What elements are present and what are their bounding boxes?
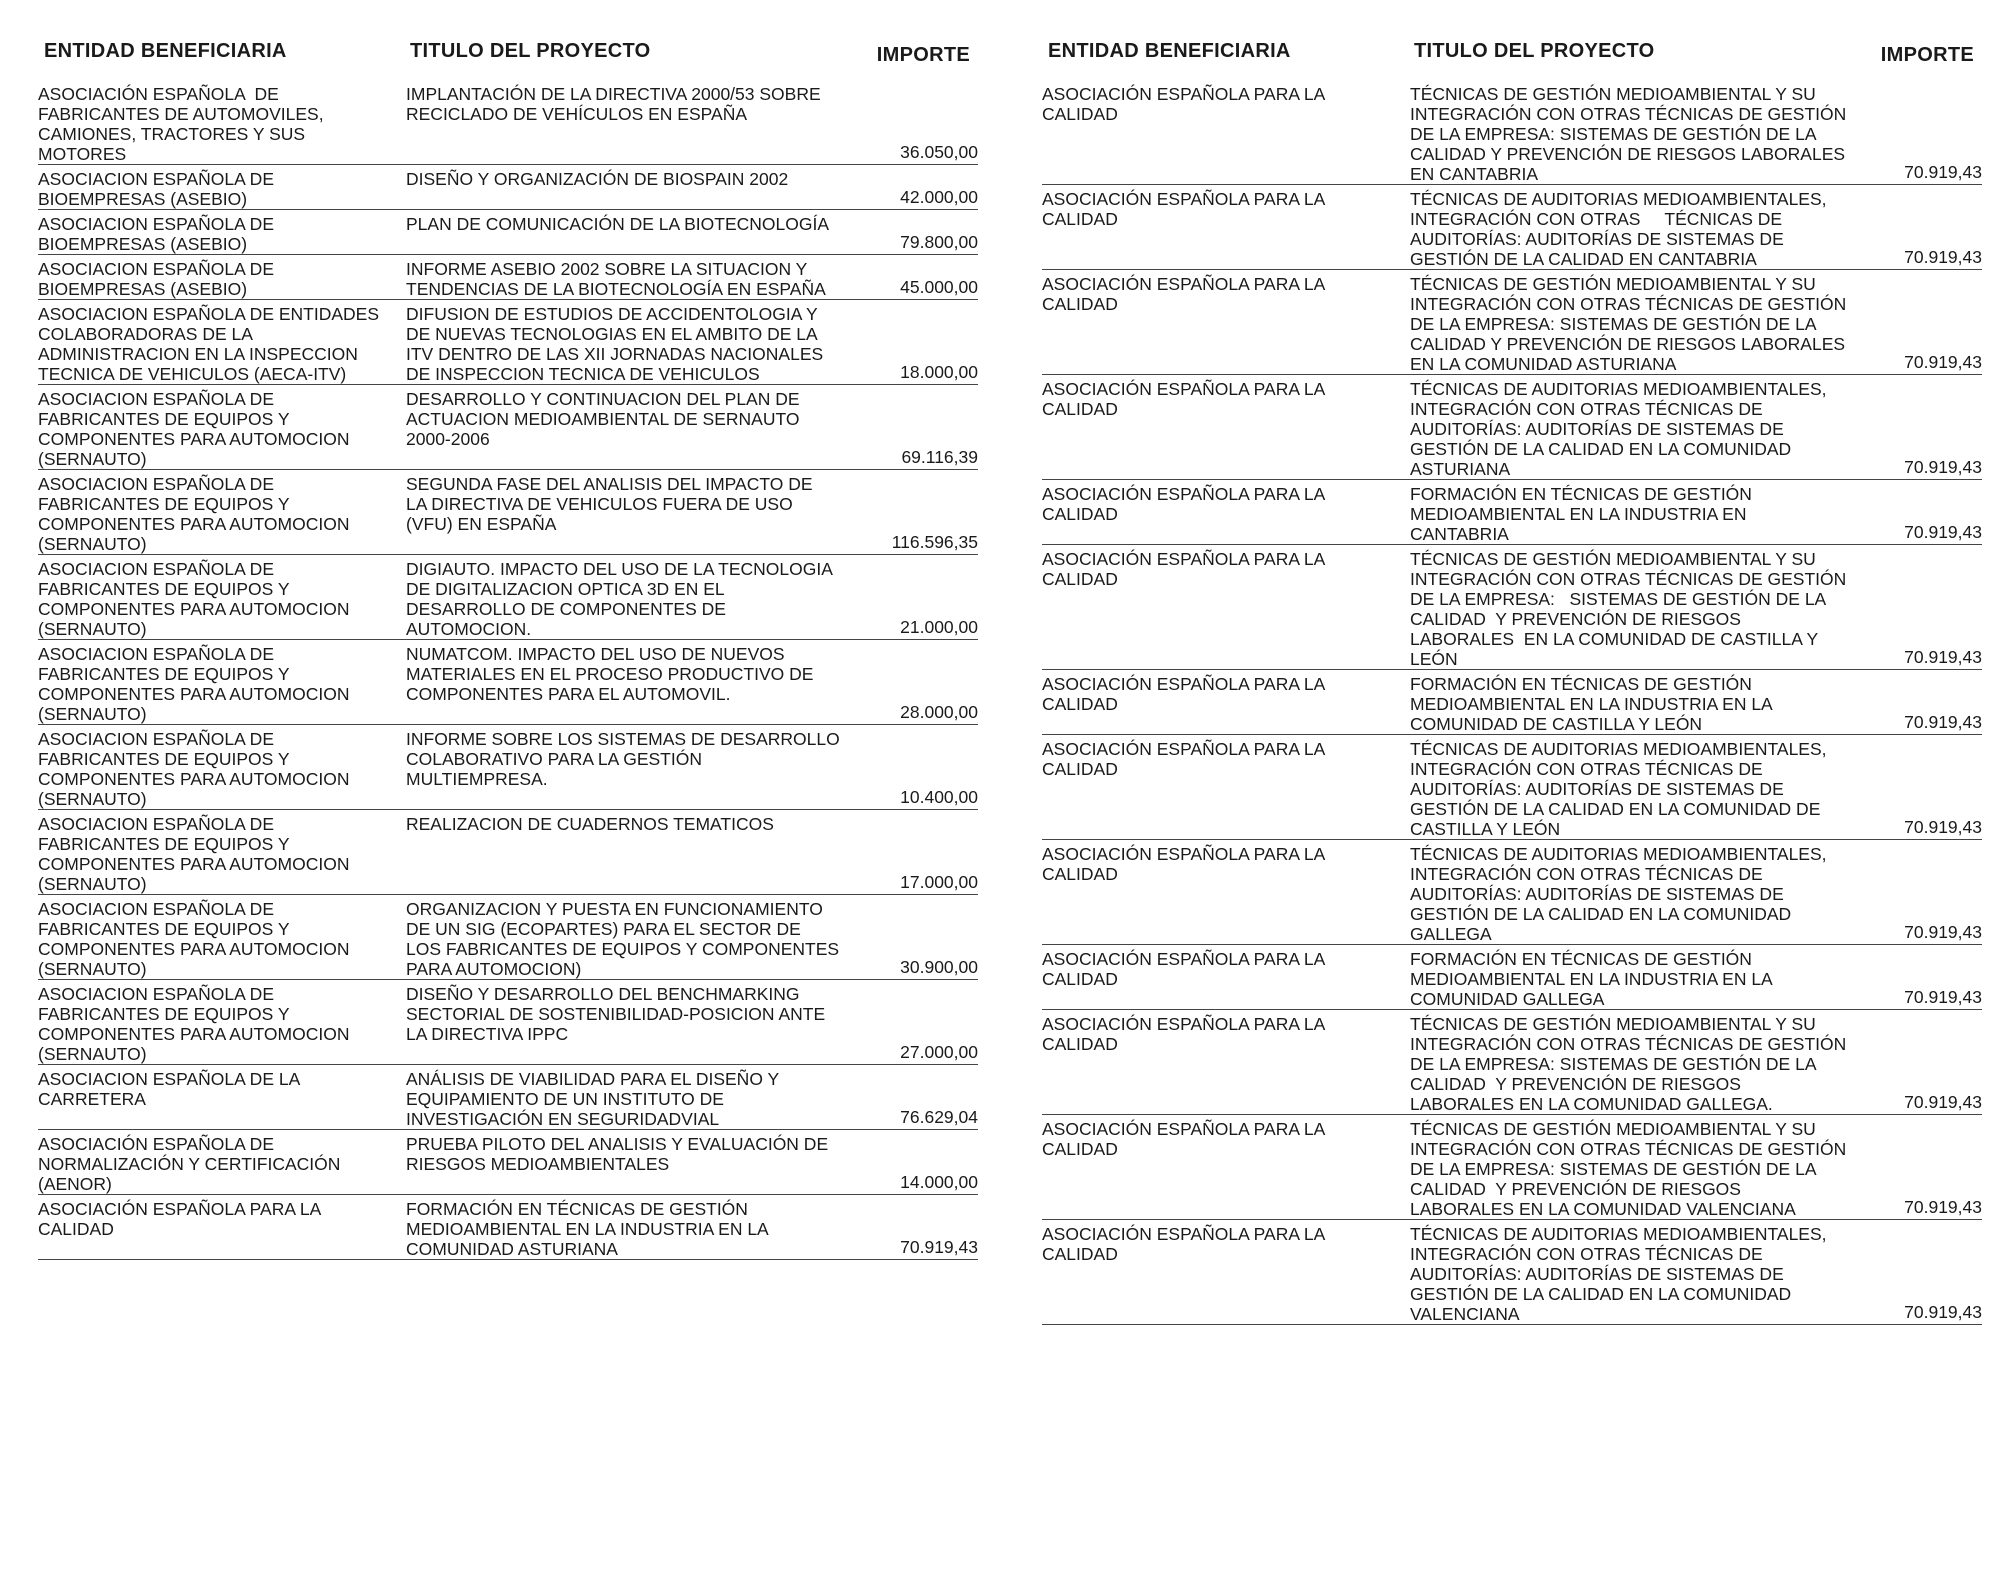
header-title: TITULO DEL PROYECTO [410,40,651,62]
title-cell: TÉCNICAS DE GESTIÓN MEDIOAMBIENTAL Y SU INTEGRACIÓN CON OTRAS TÉCNICAS DE GESTIÓN DE LA EMPRESA: SISTEMAS DE GESTIÓN DE LA CALIDAD Y PREVENCIÓN DE RIESGOS LABORALES EN LA COMUNIDAD VALENCIANA [1410,1119,1847,1219]
table-row [1042,480,1982,545]
table-row [38,255,978,300]
entity-cell: ASOCIACION ESPAÑOLA DE BIOEMPRESAS (ASEBIO) [38,214,274,254]
table-row [1042,185,1982,270]
entity-cell: ASOCIACIÓN ESPAÑOLA PARA LA CALIDAD [1042,84,1326,124]
table-row [38,640,978,725]
entity-cell: ASOCIACIÓN ESPAÑOLA PARA LA CALIDAD [1042,739,1326,779]
entity-cell: ASOCIACIÓN ESPAÑOLA PARA LA CALIDAD [1042,1014,1326,1054]
header-amount: IMPORTE [1880,44,1974,66]
left-column [38,28,978,1260]
entity-cell: ASOCIACION ESPAÑOLA DE FABRICANTES DE EQUIPOS Y COMPONENTES PARA AUTOMOCION (SERNAUTO) [38,389,350,469]
amount-cell: 45.000,00 [900,277,978,297]
entity-cell: ASOCIACION ESPAÑOLA DE BIOEMPRESAS (ASEBIO) [38,169,274,209]
title-cell: DESARROLLO Y CONTINUACION DEL PLAN DE ACTUACION MEDIOAMBIENTAL DE SERNAUTO 2000-2006 [406,389,800,449]
table-row [1042,840,1982,945]
title-cell: SEGUNDA FASE DEL ANALISIS DEL IMPACTO DE LA DIRECTIVA DE VEHICULOS FUERA DE USO (VFU) EN ESPAÑA [406,474,813,534]
amount-cell: 76.629,04 [900,1107,978,1127]
table-row [1042,270,1982,375]
entity-cell: ASOCIACIÓN ESPAÑOLA DE FABRICANTES DE AUTOMOVILES, CAMIONES, TRACTORES Y SUS MOTORES [38,84,324,164]
amount-cell: 70.919,43 [1904,1302,1982,1322]
title-cell: FORMACIÓN EN TÉCNICAS DE GESTIÓN MEDIOAMBIENTAL EN LA INDUSTRIA EN CANTABRIA [1410,484,1752,544]
title-cell: TÉCNICAS DE GESTIÓN MEDIOAMBIENTAL Y SU INTEGRACIÓN CON OTRAS TÉCNICAS DE GESTIÓN DE LA EMPRESA: SISTEMAS DE GESTIÓN DE LA CALIDAD Y PREVENCIÓN DE RIESGOS LABORALES EN CANTABRIA [1410,84,1847,184]
amount-cell: 70.919,43 [1904,457,1982,477]
title-cell: PRUEBA PILOTO DEL ANALISIS Y EVALUACIÓN DE RIESGOS MEDIOAMBIENTALES [406,1134,829,1174]
amount-cell: 42.000,00 [900,187,978,207]
table-row [38,385,978,470]
amount-cell: 28.000,00 [900,702,978,722]
header-title: TITULO DEL PROYECTO [1414,40,1655,62]
amount-cell: 70.919,43 [1904,1092,1982,1112]
table-row [38,1195,978,1260]
title-cell: TÉCNICAS DE AUDITORIAS MEDIOAMBIENTALES, INTEGRACIÓN CON OTRAS TÉCNICAS DE AUDITORÍAS: AUDITORÍAS DE SISTEMAS DE GESTIÓN DE LA CALIDAD EN LA COMUNIDAD GALLEGA [1410,844,1827,944]
header-entity: ENTIDAD BENEFICIARIA [44,40,287,62]
table-row [1042,1115,1982,1220]
title-cell: TÉCNICAS DE GESTIÓN MEDIOAMBIENTAL Y SU INTEGRACIÓN CON OTRAS TÉCNICAS DE GESTIÓN DE LA EMPRESA: SISTEMAS DE GESTIÓN DE LA CALIDAD Y PREVENCIÓN DE RIESGOS LABORALES EN LA COMUNIDAD DE CASTILLA Y LEÓN [1410,549,1847,669]
title-cell: INFORME SOBRE LOS SISTEMAS DE DESARROLLO COLABORATIVO PARA LA GESTIÓN MULTIEMPRESA. [406,729,840,789]
entity-cell: ASOCIACIÓN ESPAÑOLA PARA LA CALIDAD [1042,1119,1326,1159]
title-cell: DISEÑO Y DESARROLLO DEL BENCHMARKING SECTORIAL DE SOSTENIBILIDAD-POSICION ANTE LA DIRECTIVA IPPC [406,984,826,1044]
title-cell: DIFUSION DE ESTUDIOS DE ACCIDENTOLOGIA Y DE NUEVAS TECNOLOGIAS EN EL AMBITO DE LA ITV DENTRO DE LAS XII JORNADAS NACIONALES DE INSPECCION TECNICA DE VEHICULOS [406,304,824,384]
amount-cell: 70.919,43 [1904,247,1982,267]
table-row [1042,735,1982,840]
left-header-row [38,28,978,80]
entity-cell: ASOCIACIÓN ESPAÑOLA PARA LA CALIDAD [1042,1224,1326,1264]
title-cell: TÉCNICAS DE AUDITORIAS MEDIOAMBIENTALES, INTEGRACIÓN CON OTRAS TÉCNICAS DE AUDITORÍAS: AUDITORÍAS DE SISTEMAS DE GESTIÓN DE LA CALIDAD EN LA COMUNIDAD DE CASTILLA Y LEÓN [1410,739,1827,839]
entity-cell: ASOCIACION ESPAÑOLA DE FABRICANTES DE EQUIPOS Y COMPONENTES PARA AUTOMOCION (SERNAUTO) [38,899,350,979]
amount-cell: 21.000,00 [900,617,978,637]
amount-cell: 27.000,00 [900,1042,978,1062]
entity-cell: ASOCIACION ESPAÑOLA DE FABRICANTES DE EQUIPOS Y COMPONENTES PARA AUTOMOCION (SERNAUTO) [38,644,350,724]
table-row [38,555,978,640]
table-row [38,1130,978,1195]
table-row [1042,670,1982,735]
entity-cell: ASOCIACIÓN ESPAÑOLA PARA LA CALIDAD [1042,549,1326,589]
header-entity: ENTIDAD BENEFICIARIA [1048,40,1291,62]
entity-cell: ASOCIACIÓN ESPAÑOLA PARA LA CALIDAD [1042,674,1326,714]
title-cell: DIGIAUTO. IMPACTO DEL USO DE LA TECNOLOGIA DE DIGITALIZACION OPTICA 3D EN EL DESARROLLO DE COMPONENTES DE AUTOMOCION. [406,559,833,639]
entity-cell: ASOCIACION ESPAÑOLA DE FABRICANTES DE EQUIPOS Y COMPONENTES PARA AUTOMOCION (SERNAUTO) [38,729,350,809]
amount-cell: 70.919,43 [1904,522,1982,542]
amount-cell: 70.919,43 [1904,647,1982,667]
table-row [38,895,978,980]
entity-cell: ASOCIACION ESPAÑOLA DE FABRICANTES DE EQUIPOS Y COMPONENTES PARA AUTOMOCION (SERNAUTO) [38,984,350,1064]
title-cell: DISEÑO Y ORGANIZACIÓN DE BIOSPAIN 2002 [406,169,789,189]
table-row [1042,1220,1982,1325]
table-row [38,210,978,255]
title-cell: TÉCNICAS DE AUDITORIAS MEDIOAMBIENTALES, INTEGRACIÓN CON OTRAS TÉCNICAS DE AUDITORÍAS: AUDITORÍAS DE SISTEMAS DE GESTIÓN DE LA CALIDAD EN CANTABRIA [1410,189,1827,269]
entity-cell: ASOCIACION ESPAÑOLA DE BIOEMPRESAS (ASEBIO) [38,259,274,299]
title-cell: PLAN DE COMUNICACIÓN DE LA BIOTECNOLOGÍA [406,214,829,234]
entity-cell: ASOCIACION ESPAÑOLA DE FABRICANTES DE EQUIPOS Y COMPONENTES PARA AUTOMOCION (SERNAUTO) [38,474,350,554]
header-amount: IMPORTE [876,44,970,66]
amount-cell: 30.900,00 [900,957,978,977]
entity-cell: ASOCIACIÓN ESPAÑOLA PARA LA CALIDAD [1042,844,1326,884]
amount-cell: 36.050,00 [900,142,978,162]
table-row [1042,945,1982,1010]
amount-cell: 70.919,43 [1904,1197,1982,1217]
amount-cell: 70.919,43 [1904,817,1982,837]
table-row [38,300,978,385]
table-row [38,470,978,555]
table-row [38,80,978,165]
title-cell: IMPLANTACIÓN DE LA DIRECTIVA 2000/53 SOBRE RECICLADO DE VEHÍCULOS EN ESPAÑA [406,84,821,124]
title-cell: REALIZACION DE CUADERNOS TEMATICOS [406,814,774,834]
left-table-body [38,80,978,1260]
entity-cell: ASOCIACIÓN ESPAÑOLA DE NORMALIZACIÓN Y CERTIFICACIÓN (AENOR) [38,1134,341,1194]
title-cell: FORMACIÓN EN TÉCNICAS DE GESTIÓN MEDIOAMBIENTAL EN LA INDUSTRIA EN LA COMUNIDAD ASTURIANA [406,1199,769,1259]
entity-cell: ASOCIACION ESPAÑOLA DE ENTIDADES COLABORADORAS DE LA ADMINISTRACION EN LA INSPECCION TECNICA DE VEHICULOS (AECA-ITV) [38,304,380,384]
amount-cell: 70.919,43 [1904,162,1982,182]
table-row [1042,375,1982,480]
title-cell: FORMACIÓN EN TÉCNICAS DE GESTIÓN MEDIOAMBIENTAL EN LA INDUSTRIA EN LA COMUNIDAD DE CASTILLA Y LEÓN [1410,674,1773,734]
title-cell: TÉCNICAS DE GESTIÓN MEDIOAMBIENTAL Y SU INTEGRACIÓN CON OTRAS TÉCNICAS DE GESTIÓN DE LA EMPRESA: SISTEMAS DE GESTIÓN DE LA CALIDAD Y PREVENCIÓN DE RIESGOS LABORALES EN LA COMUNIDAD GALLEGA. [1410,1014,1847,1114]
table-row [1042,1010,1982,1115]
title-cell: ANÁLISIS DE VIABILIDAD PARA EL DISEÑO Y EQUIPAMIENTO DE UN INSTITUTO DE INVESTIGACIÓN EN SEGURIDADVIAL [406,1069,780,1129]
amount-cell: 79.800,00 [900,232,978,252]
entity-cell: ASOCIACIÓN ESPAÑOLA PARA LA CALIDAD [1042,484,1326,524]
entity-cell: ASOCIACION ESPAÑOLA DE FABRICANTES DE EQUIPOS Y COMPONENTES PARA AUTOMOCION (SERNAUTO) [38,814,350,894]
amount-cell: 10.400,00 [900,787,978,807]
amount-cell: 70.919,43 [1904,352,1982,372]
amount-cell: 69.116,39 [901,447,978,467]
amount-cell: 17.000,00 [900,872,978,892]
title-cell: TÉCNICAS DE AUDITORIAS MEDIOAMBIENTALES, INTEGRACIÓN CON OTRAS TÉCNICAS DE AUDITORÍAS: AUDITORÍAS DE SISTEMAS DE GESTIÓN DE LA CALIDAD EN LA COMUNIDAD VALENCIANA [1410,1224,1827,1324]
entity-cell: ASOCIACIÓN ESPAÑOLA PARA LA CALIDAD [1042,274,1326,314]
table-row [38,725,978,810]
entity-cell: ASOCIACIÓN ESPAÑOLA PARA LA CALIDAD [38,1199,322,1239]
right-table-body [1042,80,1982,1325]
entity-cell: ASOCIACIÓN ESPAÑOLA PARA LA CALIDAD [1042,189,1326,229]
title-cell: NUMATCOM. IMPACTO DEL USO DE NUEVOS MATERIALES EN EL PROCESO PRODUCTIVO DE COMPONENTES PARA EL AUTOMOVIL. [406,644,814,704]
amount-cell: 18.000,00 [900,362,978,382]
table-row [38,1065,978,1130]
amount-cell: 70.919,43 [1904,987,1982,1007]
amount-cell: 70.919,43 [1904,922,1982,942]
table-row [38,165,978,210]
table-row [38,980,978,1065]
right-header-row [1042,28,1982,80]
entity-cell: ASOCIACION ESPAÑOLA DE FABRICANTES DE EQUIPOS Y COMPONENTES PARA AUTOMOCION (SERNAUTO) [38,559,350,639]
table-row [1042,80,1982,185]
title-cell: TÉCNICAS DE AUDITORIAS MEDIOAMBIENTALES, INTEGRACIÓN CON OTRAS TÉCNICAS DE AUDITORÍAS: AUDITORÍAS DE SISTEMAS DE GESTIÓN DE LA CALIDAD EN LA COMUNIDAD ASTURIANA [1410,379,1827,479]
entity-cell: ASOCIACION ESPAÑOLA DE LA CARRETERA [38,1069,301,1109]
entity-cell: ASOCIACIÓN ESPAÑOLA PARA LA CALIDAD [1042,379,1326,419]
right-column [1042,28,1982,1325]
title-cell: INFORME ASEBIO 2002 SOBRE LA SITUACION Y TENDENCIAS DE LA BIOTECNOLOGÍA EN ESPAÑA [406,259,826,299]
amount-cell: 116.596,35 [891,532,978,552]
amount-cell: 70.919,43 [1904,712,1982,732]
title-cell: FORMACIÓN EN TÉCNICAS DE GESTIÓN MEDIOAMBIENTAL EN LA INDUSTRIA EN LA COMUNIDAD GALLEGA [1410,949,1773,1009]
amount-cell: 14.000,00 [900,1172,978,1192]
amount-cell: 70.919,43 [900,1237,978,1257]
title-cell: ORGANIZACION Y PUESTA EN FUNCIONAMIENTO DE UN SIG (ECOPARTES) PARA EL SECTOR DE LOS FABRICANTES DE EQUIPOS Y COMPONENTES PARA AUTOMOCION) [406,899,840,979]
entity-cell: ASOCIACIÓN ESPAÑOLA PARA LA CALIDAD [1042,949,1326,989]
table-row [1042,545,1982,670]
title-cell: TÉCNICAS DE GESTIÓN MEDIOAMBIENTAL Y SU INTEGRACIÓN CON OTRAS TÉCNICAS DE GESTIÓN DE LA EMPRESA: SISTEMAS DE GESTIÓN DE LA CALIDAD Y PREVENCIÓN DE RIESGOS LABORALES EN LA COMUNIDAD ASTURIANA [1410,274,1847,374]
table-row [38,810,978,895]
